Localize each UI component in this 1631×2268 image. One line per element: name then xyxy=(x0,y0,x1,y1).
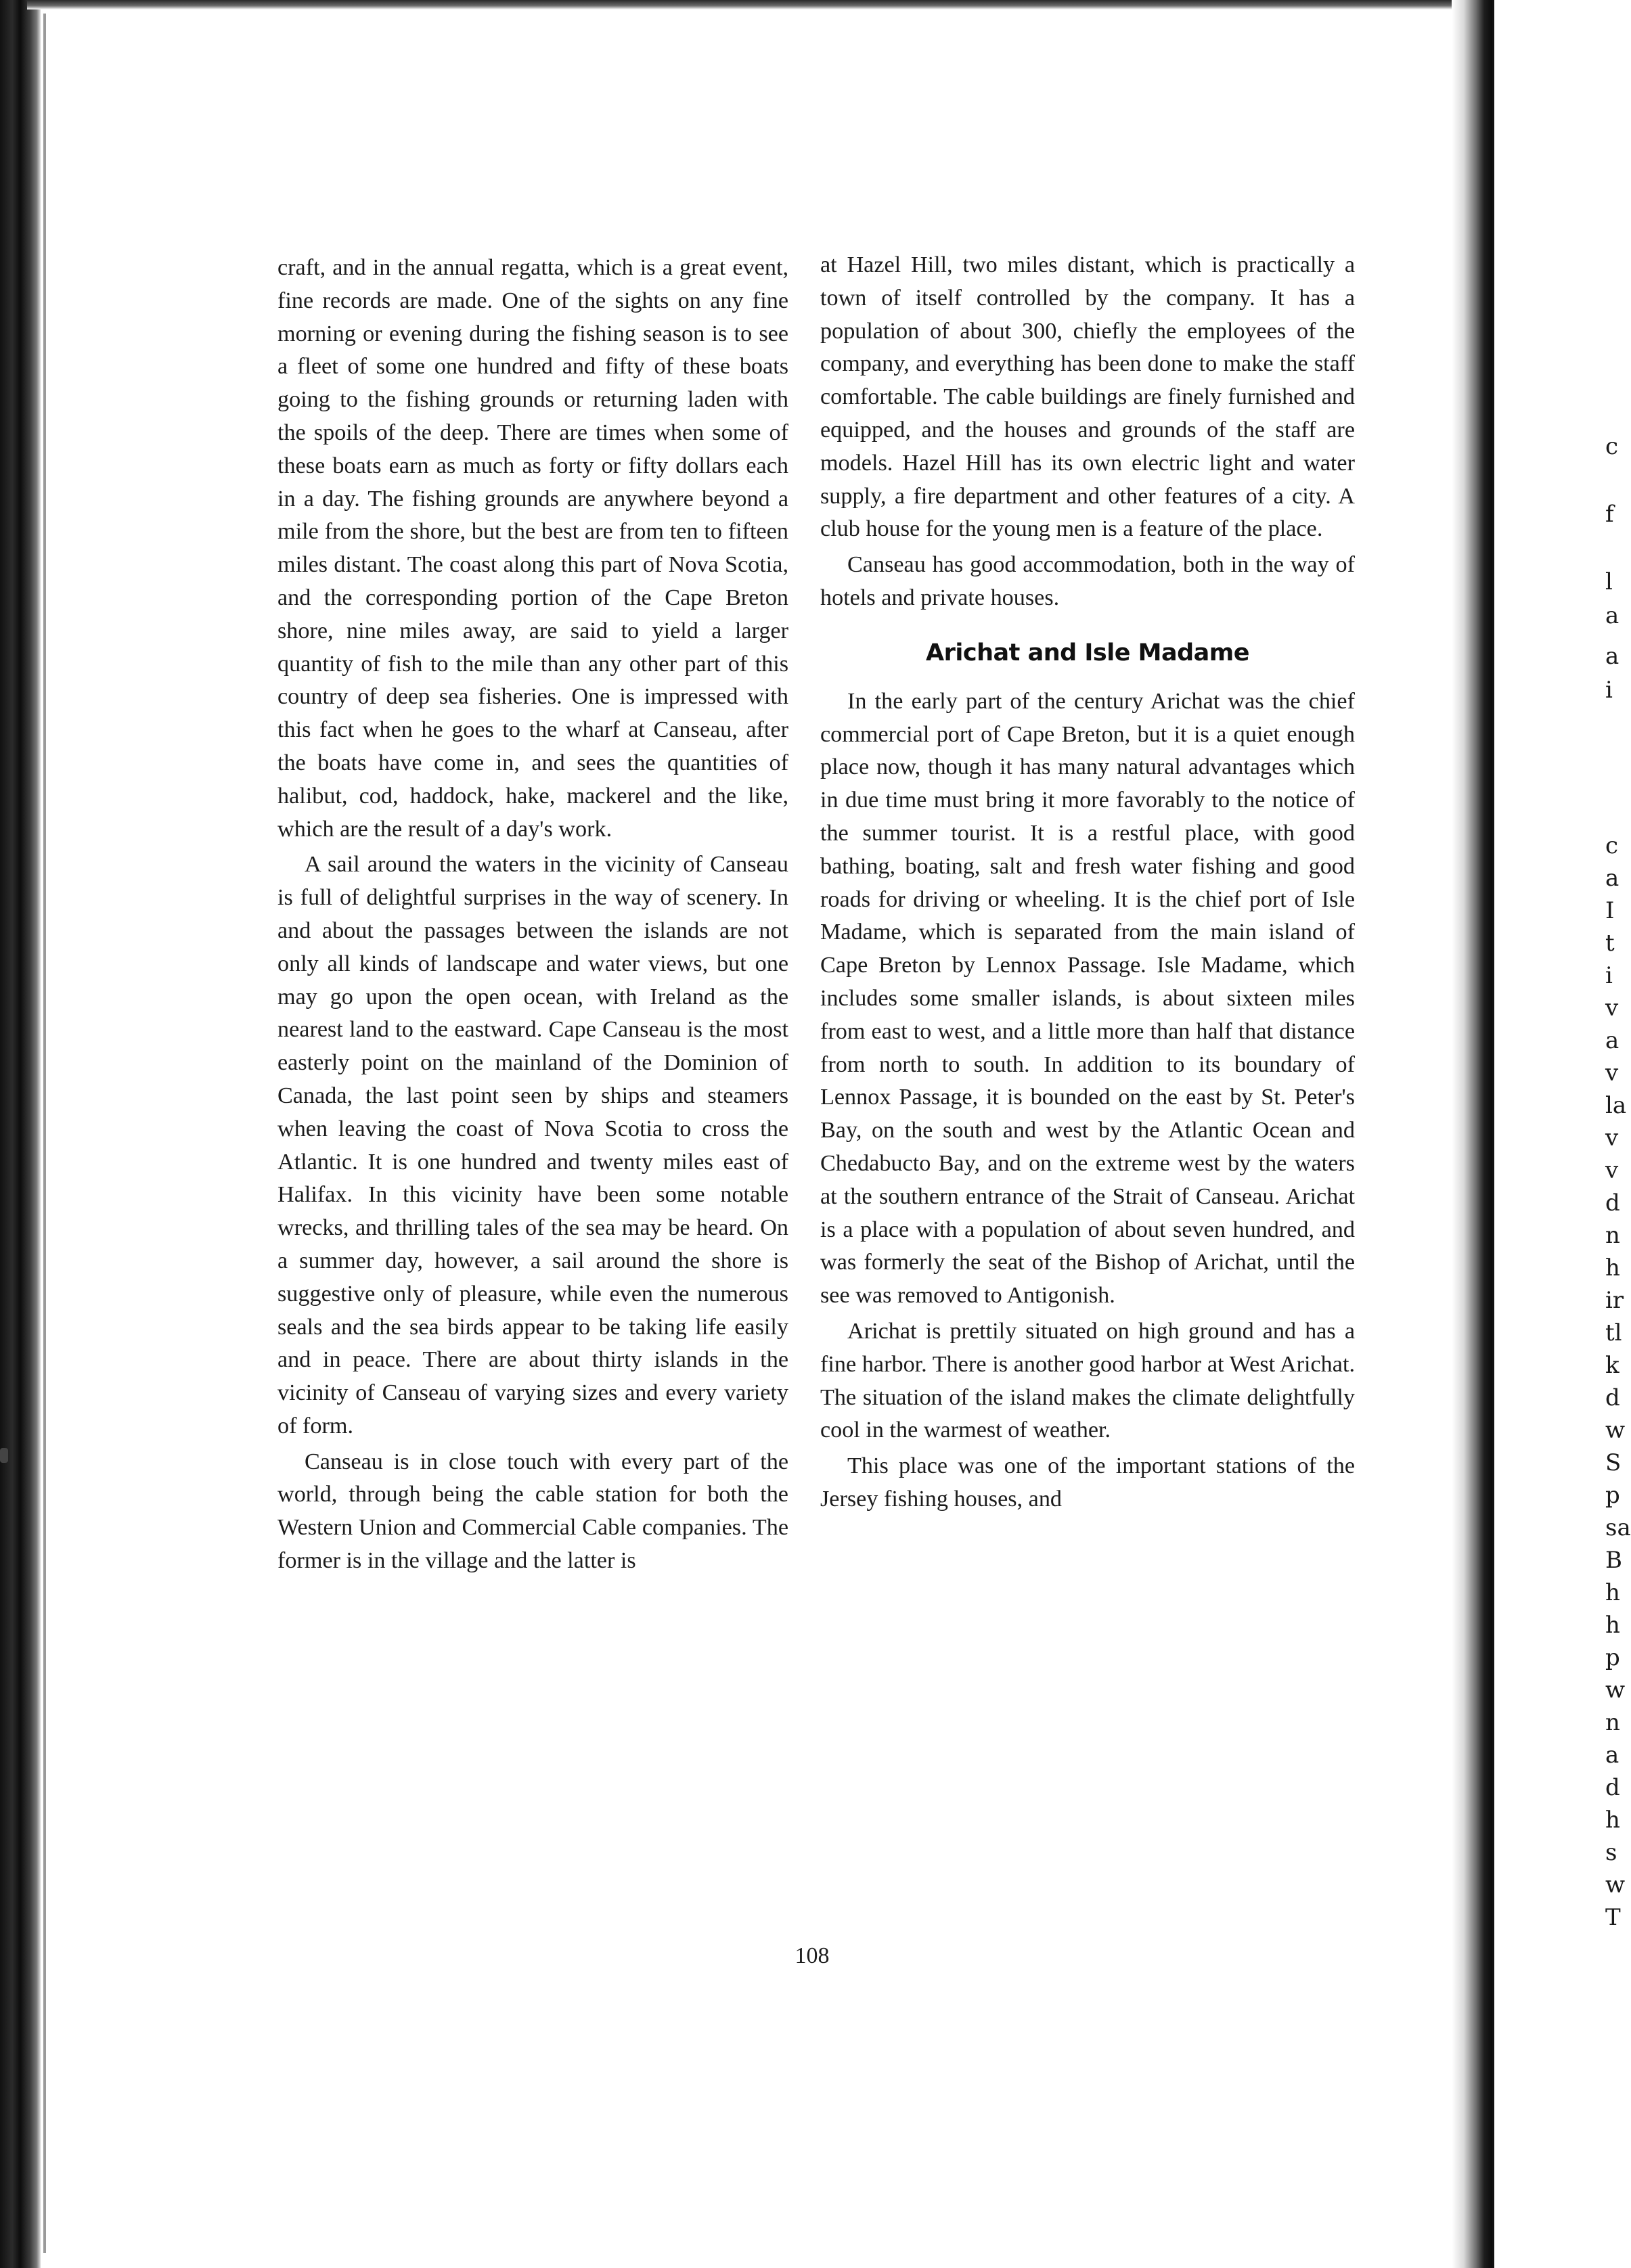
facing-letter: S xyxy=(1605,1449,1622,1476)
facing-letter: a xyxy=(1605,1742,1619,1769)
facing-letter: w xyxy=(1605,1872,1626,1899)
facing-letter: d xyxy=(1605,1774,1620,1801)
paragraph: Canseau has good accommodation, both in the way of hotels and private houses. xyxy=(820,552,1355,610)
facing-letter: ir xyxy=(1605,1287,1624,1314)
facing-letter: I xyxy=(1605,897,1615,924)
facing-letter: n xyxy=(1605,1222,1620,1249)
paragraph: This place was one of the important stations of the Jersey fishing houses, and xyxy=(820,1453,1355,1512)
section-heading: Arichat and Isle Madame xyxy=(926,639,1249,666)
facing-letter: f xyxy=(1605,501,1614,528)
facing-letter: c xyxy=(1605,433,1619,460)
facing-letter: s xyxy=(1605,1839,1617,1866)
facing-letter: B xyxy=(1605,1547,1622,1574)
facing-letter: d xyxy=(1605,1384,1620,1411)
facing-letter: p xyxy=(1605,1644,1620,1671)
paragraph: In the early part of the century Arichat was the chief commercial port of Cape Breton, but it is a quiet enough place now, though it has many natural advantages which in due time must bring it more favorably to the notice of the summer tourist. It is a restful place, with good bathing, boating, salt and fresh water fishing and good roads for driving or wheeling. It is the chief port of Isle Madame, which is separated from the main island of Cape Breton by Lennox Passage. Isle Madame, which includes some smaller islands, is about sixteen miles from east to west, and a little more than half that distance from north to south. In addition to its boundary of Lennox Passage, it is bounded on the east by St. Peter's Bay, on the south and west by the Atlantic Ocean and Chedabucto Bay, and on the extreme west by the waters at the southern entrance of the Strait of Canseau. Arichat is a place with a population of about seven hundred, and was formerly the seat of the Bishop of Arichat, until the see was removed to Antigonish. xyxy=(820,688,1355,1309)
facing-letter: t xyxy=(1605,930,1615,957)
top-page-edge xyxy=(27,0,1469,9)
facing-letter: h xyxy=(1605,1612,1620,1639)
page-number: 108 xyxy=(795,1943,830,1968)
facing-letter: w xyxy=(1605,1417,1626,1444)
paragraph: Arichat is prettily situated on high ground and has a fine harbor. There is another good harbor at West Arichat. The situation of the island makes the climate delightfully cool in the warmest of weather. xyxy=(820,1318,1355,1443)
facing-letter: i xyxy=(1605,962,1613,989)
gutter-shadow xyxy=(1452,0,1492,2268)
facing-letter: n xyxy=(1605,1709,1620,1736)
left-text-column xyxy=(277,252,788,1578)
paragraph: Canseau is in close touch with every part of the world, through being the cable station for both the Western Union and Commercial Cable companies. The former is in the village and the latter is xyxy=(277,1449,788,1574)
facing-letter: l xyxy=(1605,568,1613,595)
facing-letter: d xyxy=(1605,1189,1620,1217)
facing-letter: h xyxy=(1605,1254,1620,1282)
facing-letter: p xyxy=(1605,1482,1620,1509)
paragraph: A sail around the waters in the vicinity of Canseau is full of delightful surprises in the way of scenery. In and about the passages between the islands are not only all kinds of landscape and water views, but one may go upon the open ocean, with Ireland as the nearest land to the eastward. Cape Canseau is the most easterly point on the mainland of the Dominion of Canada, the last point seen by ships and steamers when leaving the coast of Nova Scotia to cross the Atlantic. It is one hundred and twenty miles east of Halifax. In this vicinity have been some notable wrecks, and thrilling tales of the sea may be heard. On a summer day, however, a sail around the shore is suggestive only of pleasure, while even the numerous seals and the sea birds appear to be taking life easily and in peace. There are about thirty islands in the vicinity of Canseau of varying sizes and every variety of form. xyxy=(277,852,788,1438)
facing-letter: w xyxy=(1605,1677,1626,1704)
facing-letter: h xyxy=(1605,1579,1620,1606)
facing-letter: sa xyxy=(1605,1514,1631,1541)
facing-letter: la xyxy=(1605,1092,1627,1119)
facing-letter: v xyxy=(1605,1060,1619,1087)
facing-letter: c xyxy=(1605,832,1619,859)
facing-letter: k xyxy=(1605,1352,1619,1379)
facing-letter: tl xyxy=(1605,1319,1622,1346)
facing-page-letters xyxy=(1605,0,1631,2268)
facing-letter: i xyxy=(1605,677,1613,704)
paragraph: craft, and in the annual regatta, which is a great event, fine records are made. One of the sights on any fine morning or evening during the fishing season is to see a fleet of some one hundred and fifty of these boats going to the fishing grounds or returning laden with the spoils of the deep. There are times when some of these boats earn as much as forty or fifty dollars each in a day. The fishing grounds are anywhere beyond a mile from the shore, but the best are from ten to fifteen miles distant. The coast along this part of Nova Scotia, and the corresponding portion of the Cape Breton shore, nine miles away, are said to yield a larger quantity of fish to the mile than any other part of this country of deep sea fisheries. One is impressed with this fact when he goes to the wharf at Canseau, after the boats have come in, and sees the quantities of halibut, cod, haddock, hake, mackerel and the like, which are the result of a day's work. xyxy=(277,255,788,842)
facing-letter: v xyxy=(1605,1157,1619,1184)
facing-letter: v xyxy=(1605,1125,1619,1152)
page-edge-line xyxy=(43,14,46,2253)
right-text-column xyxy=(820,249,1355,1516)
facing-letter: h xyxy=(1605,1807,1620,1834)
facing-letter: a xyxy=(1605,643,1619,670)
scan-smudge xyxy=(0,1448,8,1463)
book-binding-edge xyxy=(0,0,41,2268)
facing-letter: T xyxy=(1605,1904,1621,1931)
facing-letter: v xyxy=(1605,995,1619,1022)
facing-letter: a xyxy=(1605,1027,1619,1054)
facing-letter: a xyxy=(1605,602,1619,629)
paragraph: at Hazel Hill, two miles distant, which is practically a town of itself controlled by the company. It has a population of about 300, chiefly the employees of the company, and everything has been done to make the staff comfortable. The cable buildings are finely furnished and equipped, and the houses and grounds of the staff are models. Hazel Hill has its own electric light and water supply, a fire department and other features of a city. A club house for the young men is a feature of the place. xyxy=(820,252,1355,542)
facing-letter: a xyxy=(1605,865,1619,892)
